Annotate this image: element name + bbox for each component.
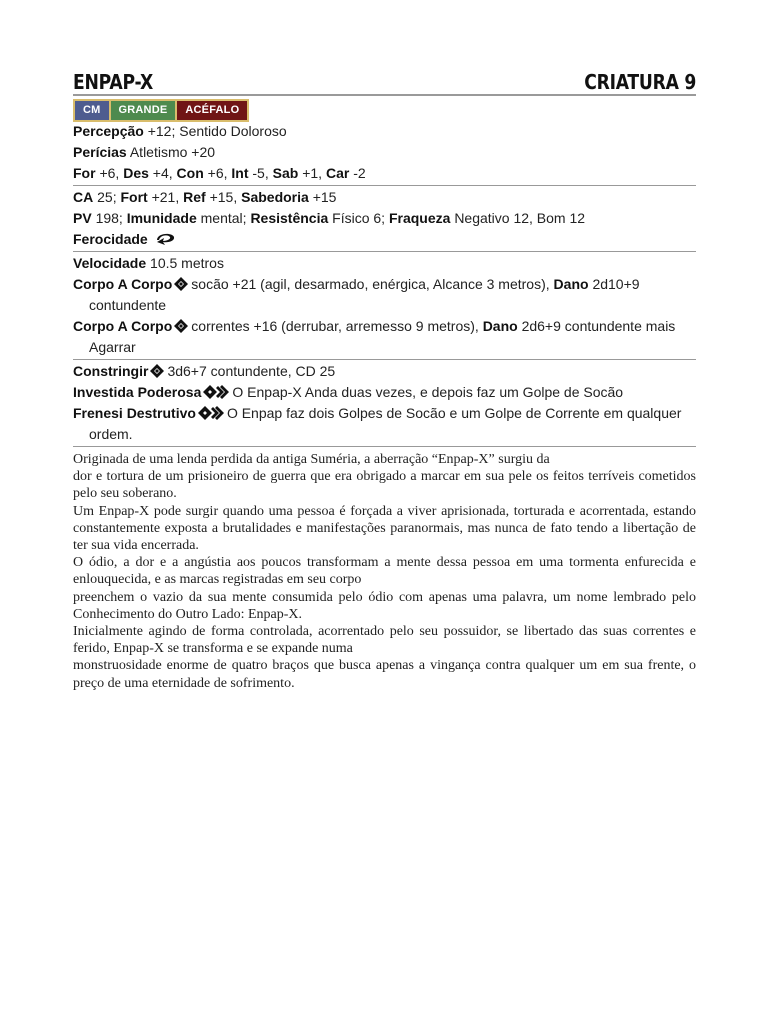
strike-2-line: Corpo A Corpo correntes +16 (derrubar, arremesso 9 metros), Dano 2d6+9 contundente mais [73, 318, 676, 334]
two-actions-icon [198, 406, 224, 420]
creature-header [73, 66, 696, 96]
divider [73, 185, 696, 186]
strike-1-line: Corpo A Corpo socão +21 (agil, desarmado, enérgica, Alcance 3 metros), Dano 2d10+9 [73, 276, 640, 292]
lore-paragraph: O ódio, a dor e a angústia aos poucos transformam a mente dessa pessoa em uma tormenta enfurecida e enlouquecida, e as marcas registradas em seu corpo [73, 555, 696, 588]
defense-line: CA 25; Fort +21, Ref +15, Sabedoria +15 [73, 189, 337, 205]
lore-paragraph: monstruosidade enorme de quatro braços que busca apenas a vingança contra qualquer um em sua frente, o preço de uma eternidade de sofrimento. [73, 658, 696, 691]
perception-line: Percepção +12; Sentido Doloroso [73, 123, 287, 139]
ability-constringir: Constringir 3d6+7 contundente, CD 25 [73, 363, 336, 379]
two-actions-icon [203, 385, 229, 399]
skills-line: Perícias Atletismo +20 [73, 144, 216, 160]
ability-frenesi: Frenesi Destrutivo O Enpap faz dois Golpes de Socão e um Golpe de Corrente em qualquer [73, 405, 682, 421]
strike-1-cont: contundente [89, 297, 167, 313]
trait-grande: GRANDE [110, 100, 177, 121]
ability-frenesi-cont: ordem. [89, 426, 133, 442]
lore-paragraph: Originada de uma lenda perdida da antiga Suméria, a aberração “Enpap-X” surgiu da [73, 452, 550, 467]
speed-line: Velocidade 10.5 metros [73, 255, 224, 271]
stat-lines [73, 121, 696, 445]
lore-text [73, 446, 696, 692]
creature-level: CRIATURA 9 [584, 70, 696, 94]
one-action-icon [174, 319, 188, 333]
divider [73, 359, 696, 360]
lore-paragraph: Um Enpap-X pode surgir quando uma pessoa é forçada a viver aprisionada, torturada e acorrentada, estando constantemente exposta a brutalidades e manifestações paranormais, mas nunca de fato tendo a libertação de ter sua vida encerrada. [73, 503, 696, 554]
trait-list [73, 99, 249, 122]
ferocity-line: Ferocidade [73, 229, 696, 250]
divider [73, 251, 696, 252]
one-action-icon [150, 364, 164, 378]
ability-investida: Investida Poderosa O Enpap-X Anda duas vezes, e depois faz um Golpe de Socão [73, 384, 624, 400]
trait-acefalo: ACÉFALO [176, 100, 248, 121]
trait-cm: CM [74, 100, 110, 121]
one-action-icon [174, 277, 188, 291]
strike-2-cont: Agarrar [89, 339, 136, 355]
lore-paragraph: Inicialmente agindo de forma controlada, acorrentado pelo seu possuidor, se libertado das suas correntes e ferido, Enpap-X se transforma e se expande numa [73, 624, 696, 657]
lore-paragraph: dor e tortura de um prisioneiro de guerra que era obrigado a marcar em sua pele os feitos terríveis cometidos pelo seu soberano. [73, 469, 696, 502]
attributes-line: For +6, Des +4, Con +6, Int -5, Sab +1, Car -2 [73, 165, 366, 181]
lore-paragraph: preenchem o vazio da sua mente consumida pelo ódio com apenas uma palavra, um nome lembrado pelo Conhecimento do Outro Lado: Enpap-X. [73, 589, 696, 622]
reaction-icon [154, 231, 178, 246]
creature-name: ENPAP-X [73, 70, 153, 94]
hp-line: PV 198; Imunidade mental; Resistência Físico 6; Fraqueza Negativo 12, Bom 12 [73, 210, 586, 226]
